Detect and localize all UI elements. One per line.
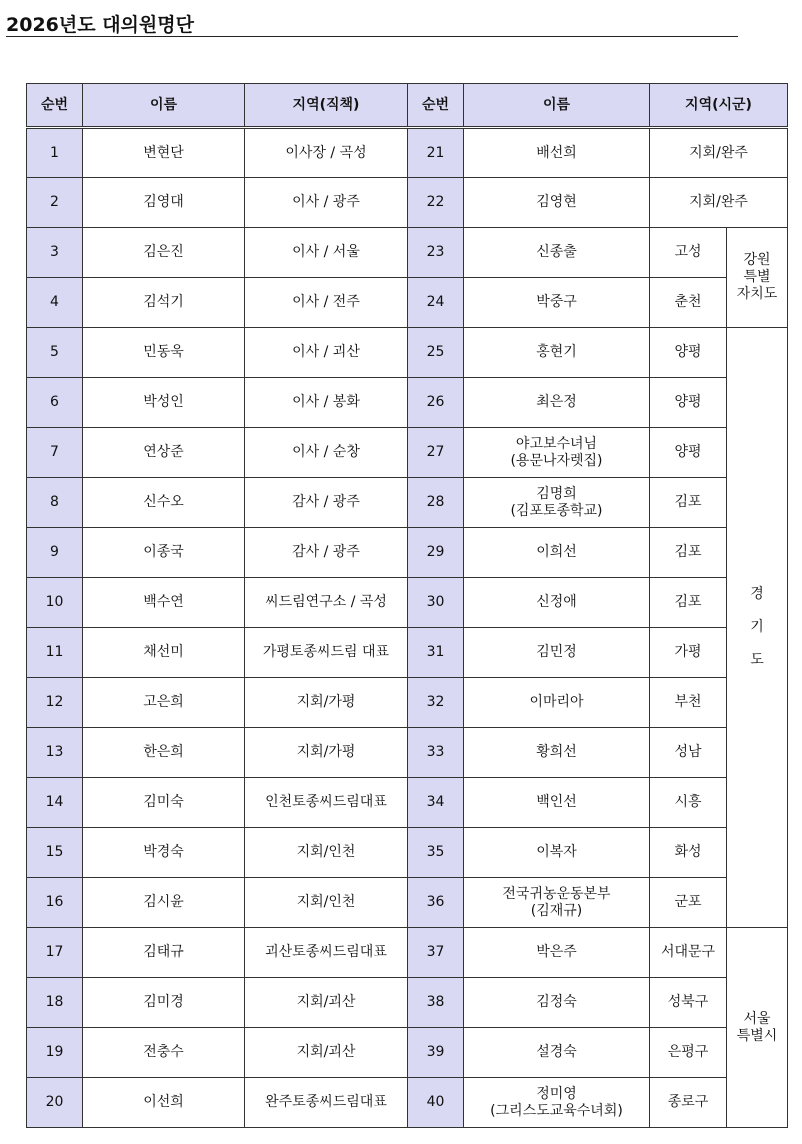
delegate-name-line: 야고보수녀님: [515, 435, 598, 452]
region-group-line: 도: [750, 652, 764, 668]
delegate-region: 씨드림연구소 / 곡성: [245, 578, 408, 628]
row-number: 28: [408, 478, 464, 528]
delegate-region: 양평: [650, 428, 727, 478]
delegate-region: 양평: [650, 378, 727, 428]
region-group-gyeonggi: [727, 328, 788, 928]
table-row: [27, 178, 788, 228]
delegate-name: [464, 528, 650, 578]
row-number: 20: [27, 1078, 83, 1128]
delegate-region: 김포: [650, 478, 727, 528]
delegate-region: 이사 / 전주: [245, 278, 408, 328]
row-number: 30: [408, 578, 464, 628]
delegate-name-line: 홍현기: [536, 344, 577, 360]
delegate-name: [464, 128, 650, 178]
delegate-name-line: 백인선: [536, 794, 577, 810]
row-number: 8: [27, 478, 83, 528]
row-number: 39: [408, 1028, 464, 1078]
table-row: [27, 978, 788, 1028]
row-number: 9: [27, 528, 83, 578]
delegate-name-line: 정미영: [536, 1085, 577, 1102]
table-row: [27, 278, 788, 328]
delegate-affiliation: (김재규): [530, 902, 583, 919]
header-left-name: 이름: [83, 84, 245, 128]
delegate-region: 인천토종씨드림대표: [245, 778, 408, 828]
row-number: 15: [27, 828, 83, 878]
table-row: [27, 128, 788, 178]
delegate-name: 박성인: [83, 378, 245, 428]
delegate-name-line: 배선희: [536, 144, 577, 161]
delegate-name: [464, 778, 650, 828]
row-number: 31: [408, 628, 464, 678]
delegate-name: [464, 678, 650, 728]
row-number: 16: [27, 878, 83, 928]
delegate-region: 김포: [650, 578, 727, 628]
delegate-region: 이사 / 봉화: [245, 378, 408, 428]
delegate-name: [464, 328, 650, 378]
delegate-name: 김미경: [83, 978, 245, 1028]
delegate-name: 이선희: [83, 1078, 245, 1128]
delegate-name-line: 신종출: [536, 244, 577, 260]
delegate-name-line: 박중구: [536, 294, 577, 310]
table-row: [27, 928, 788, 978]
delegate-name: 김은진: [83, 228, 245, 278]
delegate-name: 신수오: [83, 478, 245, 528]
delegate-name: 김태규: [83, 928, 245, 978]
row-number: 13: [27, 728, 83, 778]
table-row: [27, 828, 788, 878]
row-number: 37: [408, 928, 464, 978]
delegate-name: 전충수: [83, 1028, 245, 1078]
delegate-name-line: 이복자: [536, 844, 577, 860]
delegate-region: 성남: [650, 728, 727, 778]
row-number: 26: [408, 378, 464, 428]
table-row: [27, 878, 788, 928]
delegate-region: 화성: [650, 828, 727, 878]
header-right-name: 이름: [464, 84, 650, 128]
region-group-line: 특별시: [736, 1027, 778, 1044]
region-group-line: 기: [750, 619, 764, 635]
row-number: 33: [408, 728, 464, 778]
delegate-name: [464, 228, 650, 278]
delegate-table: [26, 83, 788, 1128]
table-row: [27, 478, 788, 528]
row-number: 10: [27, 578, 83, 628]
row-number: 3: [27, 228, 83, 278]
delegate-name-line: 김정숙: [536, 994, 577, 1010]
delegate-region: 시흥: [650, 778, 727, 828]
delegate-region: 지회/괴산: [245, 1028, 408, 1078]
delegate-name-line: 신정애: [536, 594, 577, 610]
delegate-region: 종로구: [650, 1078, 727, 1128]
page-title: 2026년도 대의원명단: [6, 14, 194, 36]
delegate-region: 이사 / 서울: [245, 228, 408, 278]
delegate-name: [464, 978, 650, 1028]
delegate-name: 김시윤: [83, 878, 245, 928]
delegate-region: 지회/가평: [245, 678, 408, 728]
region-group-gangwon: [727, 228, 788, 328]
delegate-name: [464, 828, 650, 878]
delegate-region: 지회/괴산: [245, 978, 408, 1028]
delegate-name-line: 설경숙: [536, 1044, 577, 1060]
delegate-region: 서대문구: [650, 928, 727, 978]
delegate-name: [464, 428, 650, 478]
delegate-region: 지회/인천: [245, 878, 408, 928]
delegate-name: 한은희: [83, 728, 245, 778]
delegate-affiliation: (용문나자렛집): [510, 452, 603, 469]
delegate-name: 민동욱: [83, 328, 245, 378]
delegate-name: 채선미: [83, 628, 245, 678]
delegate-region: 감사 / 광주: [245, 478, 408, 528]
delegate-region: 이사 / 광주: [245, 178, 408, 228]
row-number: 5: [27, 328, 83, 378]
table-row: [27, 528, 788, 578]
row-number: 21: [408, 128, 464, 178]
row-number: 17: [27, 928, 83, 978]
header-left-number: 순번: [27, 84, 83, 128]
region-group-line: 특별: [743, 269, 771, 285]
delegate-region: 지회/인천: [245, 828, 408, 878]
delegate-name: 박경숙: [83, 828, 245, 878]
row-number: 34: [408, 778, 464, 828]
delegate-name: [464, 728, 650, 778]
delegate-region: 감사 / 광주: [245, 528, 408, 578]
delegate-name: [464, 1078, 650, 1128]
delegate-name: 변현단: [83, 128, 245, 178]
delegate-region: 지회/완주: [650, 178, 788, 228]
delegate-name: [464, 1028, 650, 1078]
row-number: 12: [27, 678, 83, 728]
row-number: 14: [27, 778, 83, 828]
row-number: 2: [27, 178, 83, 228]
delegate-region: 완주토종씨드림대표: [245, 1078, 408, 1128]
delegate-name: [464, 478, 650, 528]
header-left-region: 지역(직책): [245, 84, 408, 128]
row-number: 22: [408, 178, 464, 228]
table-body: [27, 128, 788, 1128]
delegate-name-line: 황희선: [536, 744, 577, 760]
delegate-name-line: 김영현: [536, 194, 577, 210]
delegate-name: 김영대: [83, 178, 245, 228]
row-number: 4: [27, 278, 83, 328]
delegate-name: [464, 878, 650, 928]
delegate-name-line: 박은주: [536, 944, 577, 960]
delegate-name: 김석기: [83, 278, 245, 328]
delegate-region: 이사장 / 곡성: [245, 128, 408, 178]
row-number: 11: [27, 628, 83, 678]
delegate-region: 지회/완주: [650, 128, 788, 178]
delegate-name-line: 김명희: [536, 485, 577, 502]
delegate-name: [464, 178, 650, 228]
region-group-line: 경: [750, 586, 764, 602]
delegate-name: 김미숙: [83, 778, 245, 828]
delegate-region: 가평토종씨드림 대표: [245, 628, 408, 678]
delegate-name: [464, 278, 650, 328]
delegate-region: 이사 / 괴산: [245, 328, 408, 378]
row-number: 24: [408, 278, 464, 328]
table-row: [27, 328, 788, 378]
delegate-name-line: 이마리아: [529, 694, 584, 710]
region-group-label: [727, 1011, 787, 1045]
table-row: [27, 678, 788, 728]
delegate-name-line: 이희선: [536, 544, 577, 560]
delegate-region: 고성: [650, 228, 727, 278]
row-number: 29: [408, 528, 464, 578]
row-number: 40: [408, 1078, 464, 1128]
header-row: [27, 84, 788, 128]
row-number: 1: [27, 128, 83, 178]
region-group-seoul: [727, 928, 788, 1128]
delegate-name: 이종국: [83, 528, 245, 578]
region-group-label: [727, 252, 787, 303]
table-row: [27, 578, 788, 628]
table-row: [27, 378, 788, 428]
delegate-region: 부천: [650, 678, 727, 728]
table-row: [27, 1078, 788, 1128]
row-number: 27: [408, 428, 464, 478]
table-row: [27, 1028, 788, 1078]
delegate-affiliation: (김포토종학교): [510, 502, 603, 519]
delegate-affiliation: (그리스도교육수녀회): [490, 1102, 623, 1119]
row-number: 32: [408, 678, 464, 728]
delegate-region: 이사 / 순창: [245, 428, 408, 478]
region-group-line: 강원: [743, 252, 771, 268]
row-number: 6: [27, 378, 83, 428]
table-row: [27, 428, 788, 478]
delegate-region: 성북구: [650, 978, 727, 1028]
region-group-label: [750, 578, 764, 677]
delegate-name-line: 전국귀농운동본부: [502, 885, 611, 902]
row-number: 7: [27, 428, 83, 478]
delegate-name: [464, 628, 650, 678]
delegate-name: 연상준: [83, 428, 245, 478]
delegate-name: [464, 378, 650, 428]
table-row: [27, 728, 788, 778]
delegate-region: 가평: [650, 628, 727, 678]
row-number: 23: [408, 228, 464, 278]
region-group-line: 서울: [743, 1010, 771, 1027]
delegate-region: 은평구: [650, 1028, 727, 1078]
delegate-region: 괴산토종씨드림대표: [245, 928, 408, 978]
row-number: 18: [27, 978, 83, 1028]
header-right-region: 지역(시군): [650, 84, 788, 128]
delegate-name: 백수연: [83, 578, 245, 628]
delegate-name: [464, 928, 650, 978]
table-row: [27, 778, 788, 828]
row-number: 38: [408, 978, 464, 1028]
delegate-name: [464, 578, 650, 628]
delegate-region: 김포: [650, 528, 727, 578]
delegate-region: 양평: [650, 328, 727, 378]
header-right-number: 순번: [408, 84, 464, 128]
row-number: 35: [408, 828, 464, 878]
delegate-name-line: 최은정: [536, 394, 577, 410]
delegate-name: 고은희: [83, 678, 245, 728]
delegate-region: 지회/가평: [245, 728, 408, 778]
delegate-region: 춘천: [650, 278, 727, 328]
row-number: 36: [408, 878, 464, 928]
row-number: 19: [27, 1028, 83, 1078]
table-row: [27, 628, 788, 678]
delegate-name-line: 김민정: [536, 644, 577, 660]
region-group-line: 자치도: [736, 286, 778, 302]
row-number: 25: [408, 328, 464, 378]
title-underline: [6, 8, 738, 37]
delegate-region: 군포: [650, 878, 727, 928]
table-row: [27, 228, 788, 278]
